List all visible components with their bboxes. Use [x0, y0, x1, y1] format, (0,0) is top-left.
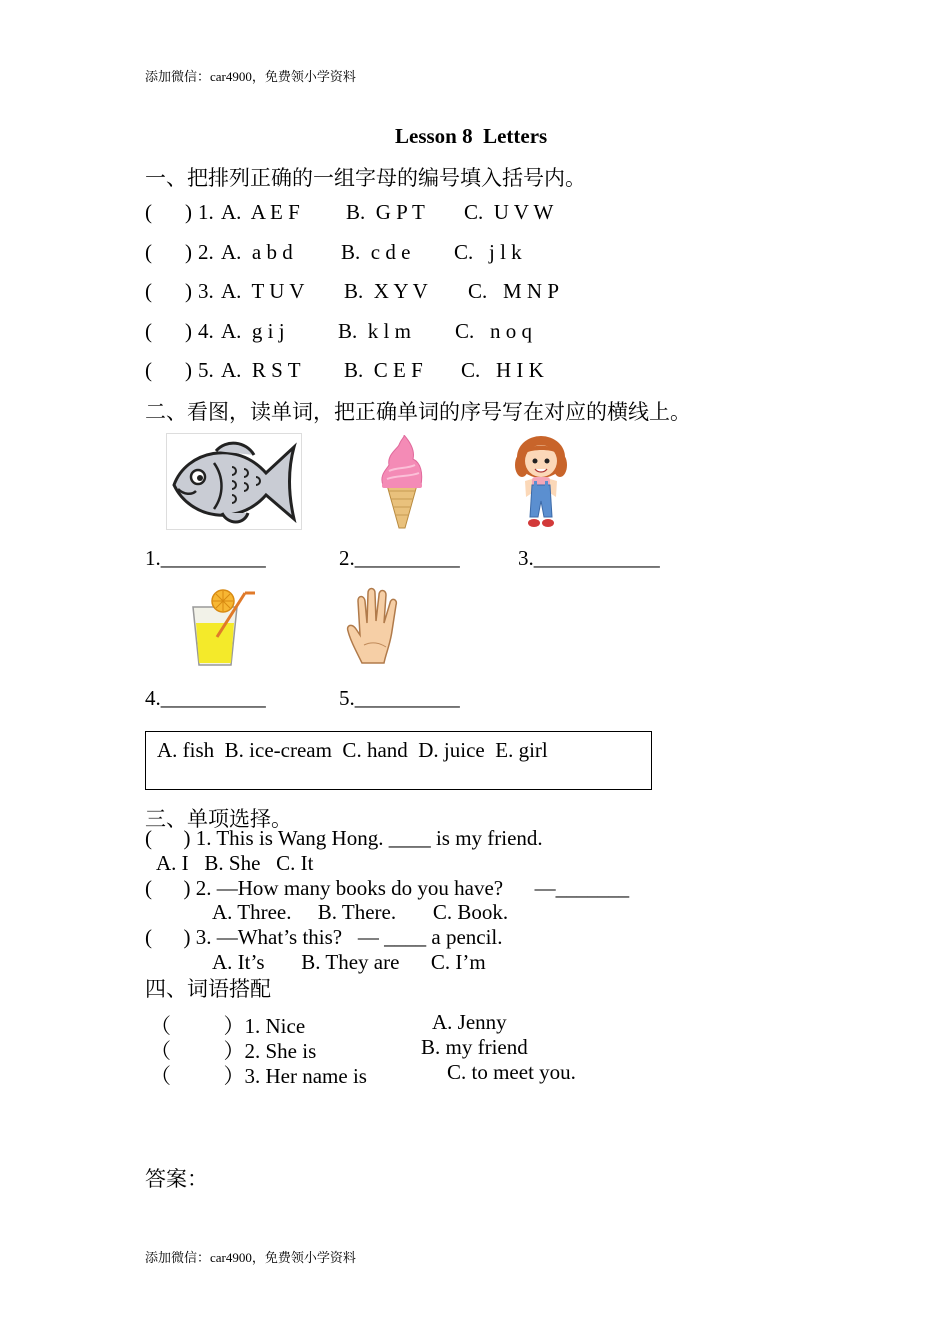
blank-3[interactable]: 3.____________	[518, 546, 660, 570]
juice-picture	[187, 587, 257, 667]
fish-picture	[166, 433, 302, 530]
blank-2[interactable]: 2.__________	[339, 546, 460, 570]
s1-item-num: 4.	[198, 319, 214, 343]
hand-picture	[344, 587, 410, 665]
s1-paren-close: )	[185, 200, 192, 224]
s1-option-c: C. H I K	[461, 358, 544, 382]
s1-paren-open: (	[145, 279, 152, 303]
answers-label: 答案：	[145, 1167, 208, 1191]
s1-item-num: 3.	[198, 279, 214, 303]
s1-paren-close: )	[185, 240, 192, 264]
s1-paren-open: (	[145, 319, 152, 343]
section4-heading: 四、词语搭配	[145, 977, 271, 1001]
s1-paren-open: (	[145, 358, 152, 382]
s1-option-a: A. a b d	[221, 240, 293, 264]
s1-option-b: B. C E F	[344, 358, 423, 382]
header-note: 添加微信：car4900，免费领小学资料	[145, 69, 356, 84]
s1-option-c: C. n o q	[455, 319, 533, 343]
word-bank: A. fish B. ice-cream C. hand D. juice E. girl	[157, 738, 548, 762]
s1-option-c: C. U V W	[464, 200, 554, 224]
s1-paren-close: )	[185, 319, 192, 343]
section2-heading: 二、看图，读单词，把正确单词的序号写在对应的横线上。	[145, 400, 691, 424]
s3-options-1: A. I B. She C. It	[156, 851, 314, 875]
s1-option-a: A. T U V	[221, 279, 305, 303]
s1-paren-close: )	[185, 279, 192, 303]
s1-option-b: B. G P T	[346, 200, 425, 224]
section1-heading: 一、把排列正确的一组字母的编号填入括号内。	[145, 166, 586, 190]
s1-option-a: A. A E F	[221, 200, 300, 224]
s3-options-3: A. It’s B. They are C. I’m	[212, 950, 486, 974]
s1-option-c: C. j l k	[454, 240, 522, 264]
s4-left-2: （ ）2. She is	[150, 1039, 317, 1063]
s1-paren-close: )	[185, 358, 192, 382]
s3-options-2: A. Three. B. There. C. Book.	[212, 900, 509, 924]
s1-item-num: 1.	[198, 200, 214, 224]
blank-5[interactable]: 5.__________	[339, 686, 460, 710]
page-title: Lesson 8 Letters	[395, 124, 548, 148]
s3-question-2: ( ) 2. —How many books do you have? —_______	[145, 876, 630, 900]
blank-4[interactable]: 4.__________	[145, 686, 266, 710]
s1-paren-open: (	[145, 240, 152, 264]
s4-left-1: （ ）1. Nice	[150, 1014, 306, 1038]
s1-item-num: 5.	[198, 358, 214, 382]
s4-right-3: C. to meet you.	[447, 1060, 576, 1084]
footer-note: 添加微信：car4900，免费领小学资料	[145, 1250, 356, 1265]
word-bank-box	[145, 731, 652, 790]
girl-picture	[512, 435, 570, 530]
s4-left-3: （ ）3. Her name is	[150, 1064, 367, 1088]
s3-question-1: ( ) 1. This is Wang Hong. ____ is my friend.	[145, 826, 543, 850]
blank-1[interactable]: 1.__________	[145, 546, 266, 570]
s1-item-num: 2.	[198, 240, 214, 264]
s1-option-b: B. c d e	[341, 240, 411, 264]
s1-paren-open: (	[145, 200, 152, 224]
s1-option-a: A. R S T	[221, 358, 301, 382]
s3-question-3: ( ) 3. —What’s this? — ____ a pencil.	[145, 925, 503, 949]
s4-right-2: B. my friend	[421, 1035, 528, 1059]
ice-cream-picture	[377, 435, 427, 530]
s4-right-1: A. Jenny	[432, 1010, 507, 1034]
section3-heading: 三、单项选择。	[145, 807, 292, 831]
s1-option-a: A. g i j	[221, 319, 285, 343]
s1-option-b: B. X Y V	[344, 279, 428, 303]
s1-option-b: B. k l m	[338, 319, 411, 343]
s1-option-c: C. M N P	[468, 279, 560, 303]
